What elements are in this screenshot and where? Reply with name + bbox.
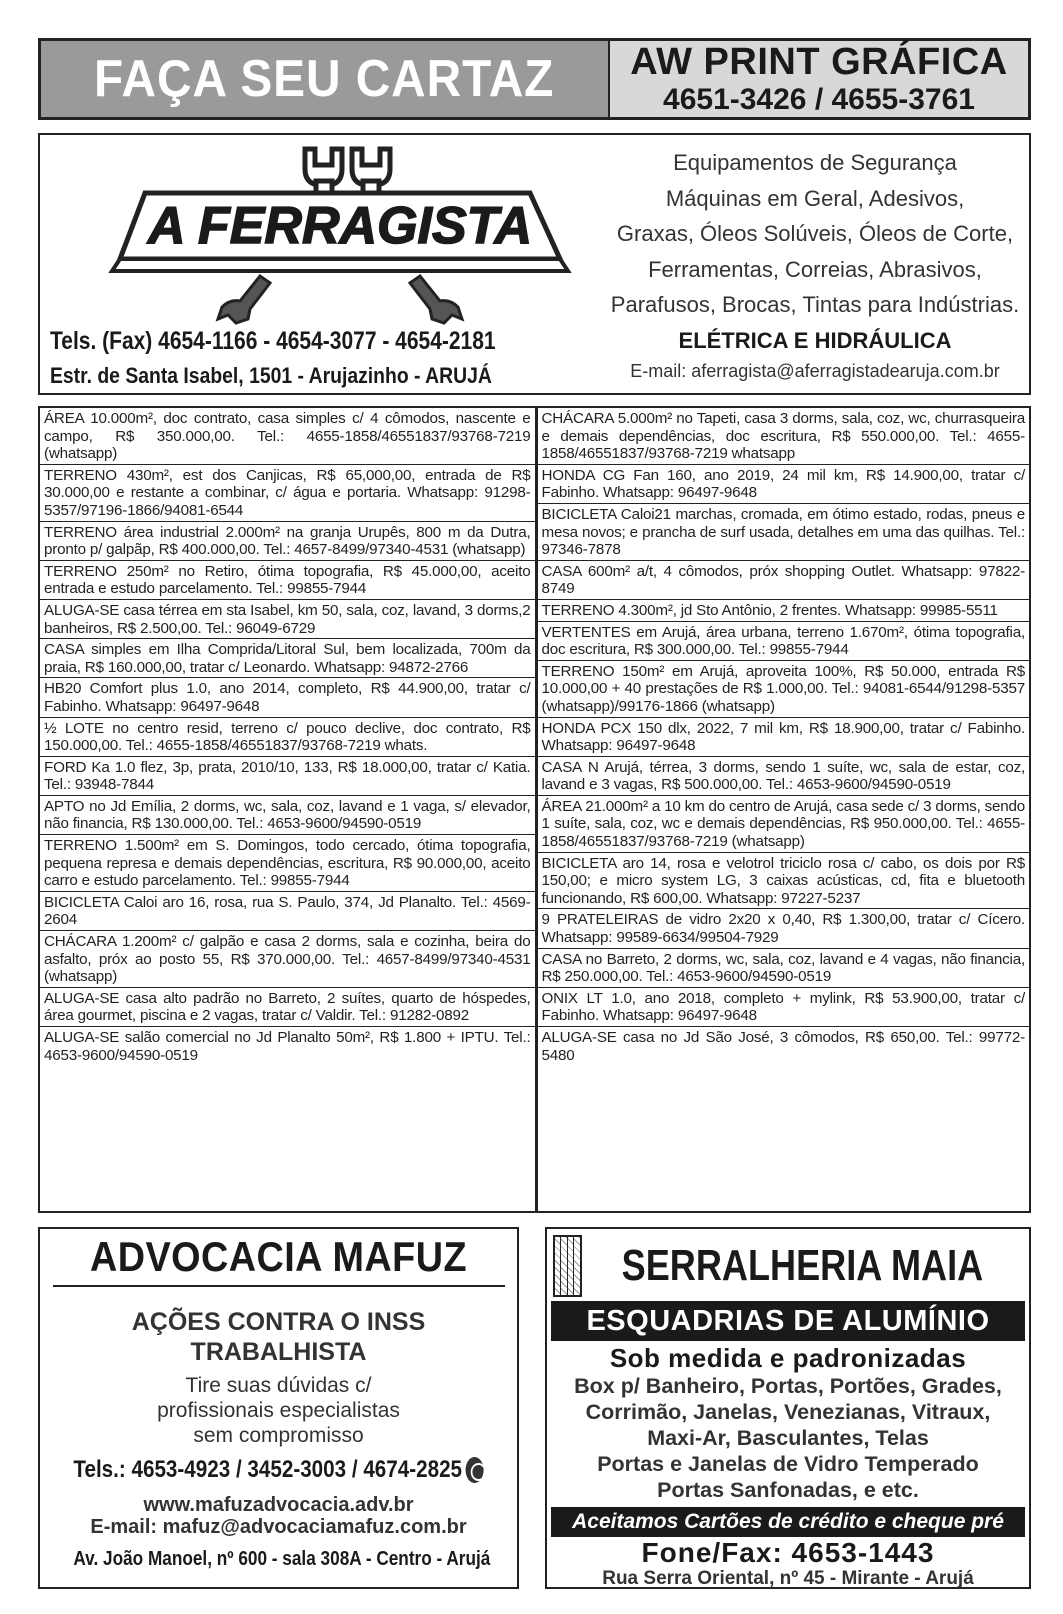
advocacia-txt3: sem compromisso <box>193 1424 364 1447</box>
advocacia-website: www.mafuzadvocacia.adv.br <box>143 1494 414 1516</box>
product-line: Equipamentos de Segurança <box>673 150 957 175</box>
classified-ad: APTO no Jd Emília, 2 dorms, wc, sala, coz, lavand e 1 vaga, s/ elevador, não financia, R$ 130.000,00. Tel.: 4653-9600/94590-0519 <box>40 796 535 835</box>
wrench-bottom-icon <box>218 276 462 323</box>
advocacia-email: E-mail: mafuz@advocaciamafuz.com.br <box>90 1516 467 1538</box>
serralheria-title: SERRALHERIA MAIA <box>621 1241 984 1290</box>
whatsapp-icon <box>465 1457 483 1483</box>
serralheria-fone: Fone/Fax: 4653-1443 <box>641 1537 935 1568</box>
classified-ad: CASA simples em Ilha Comprida/Litoral Sul, bem localizada, 700m da praia, R$ 160.000,00, tratar c/ Leonardo. Whatsapp: 94872-2766 <box>40 639 535 678</box>
banner-cartaz-text: FAÇA SEU CARTAZ <box>94 50 555 108</box>
advocacia-tels <box>73 1456 483 1484</box>
product-highlight: ELÉTRICA E HIDRÁULICA <box>678 327 952 353</box>
banner-awprint <box>608 41 1028 117</box>
classified-ad: 9 PRATELEIRAS de vidro 2x20 x 0,40, R$ 1.300,00, tratar c/ Cícero. Whatsapp: 99589-6634/99504-7929 <box>538 909 1030 948</box>
serralheria-ad <box>545 1227 1031 1589</box>
product-line: Parafusos, Brocas, Tintas para Indústrias. <box>610 292 1020 317</box>
classified-ad: TERRENO 1.500m² em S. Domingos, todo cercado, ótima topografia, pequena represa e demais dependências, escritura, R$ 90.000,00, aceito carro e estudo parcelamento. Tel.: 99855-7944 <box>40 835 535 892</box>
product-line: Ferramentas, Correias, Abrasivos, <box>648 256 982 282</box>
awprint-phones: 4651-3426 / 4655-3761 <box>663 82 975 116</box>
classified-ad: ONIX LT 1.0, ano 2018, completo + mylink, R$ 53.900,00, tratar c/ Fabinho. Whatsapp: 96497-9648 <box>538 988 1030 1027</box>
advocacia-tels-text: Tels.: 4653-4923 / 3452-3003 / 4674-2825 <box>73 1456 463 1483</box>
classified-ad: ÁREA 21.000m² a 10 km do centro de Arujá, casa sede c/ 3 dorms, sendo 1 suíte, sala, coz, wc e demais dependências, R$ 950.000,00. Tel.: 4655-1858/46551837/93768-7219 (whatsapp) <box>538 796 1030 853</box>
classified-ad: HONDA PCX 150 dlx, 2022, 7 mil km, R$ 18.900,00, tratar c/ Fabinho. Whatsapp: 96497-9648 <box>538 718 1030 757</box>
classifieds-grid <box>38 406 1031 1213</box>
classifieds-left-column <box>40 408 535 1211</box>
classifieds-right-column <box>535 408 1030 1211</box>
classified-ad: CASA N Arujá, térrea, 3 dorms, sendo 1 suíte, wc, sala de estar, coz, lavand e 3 vagas, R$ 500.000,00. Tel.: 4653-9600/94590-0519 <box>538 757 1030 796</box>
serralheria-line: Portas Sanfonadas, e etc. <box>657 1478 919 1502</box>
ferragista-logo-text: A FERRAGISTA <box>147 197 533 255</box>
classified-ad: HONDA CG Fan 160, ano 2019, 24 mil km, R$ 14.900,00, tratar c/ Fabinho. Whatsapp: 96497-9648 <box>538 465 1030 504</box>
top-banner <box>38 38 1031 120</box>
serralheria-line: Box p/ Banheiro, Portas, Portões, Grades, <box>574 1374 1002 1398</box>
classified-ad: TERRENO 150m² em Arujá, aproveita 100%, R$ 50.000, entrada R$ 10.000,00 + 40 prestações de R$ 1.000,00. Tel.: 94081-6544/91298-5357 (whatsapp)/99176-1866 (whatsapp) <box>538 661 1030 718</box>
serralheria-band: ESQUADRIAS DE ALUMÍNIO <box>551 1301 1025 1341</box>
serralheria-cards: Aceitamos Cartões de crédito e cheque pré <box>551 1507 1025 1537</box>
serralheria-line: Portas e Janelas de Vidro Temperado <box>597 1452 979 1476</box>
serralheria-header <box>547 1229 1029 1299</box>
advocacia-ad <box>38 1227 519 1589</box>
advocacia-txt2: profissionais especialistas <box>157 1399 400 1422</box>
advocacia-title: ADVOCACIA MAFUZ <box>89 1233 468 1280</box>
ferragista-products <box>600 145 1030 358</box>
classified-ad: TERRENO 250m² no Retiro, ótima topografia, R$ 45.000,00, aceito entrada e estudo parcelamento. Tel.: 99855-7944 <box>40 561 535 600</box>
classified-ad: ALUGA-SE casa alto padrão no Barreto, 2 suítes, quarto de hóspedes, área gourmet, piscina e 2 vagas, tratar c/ Valdir. Tel.: 91282-0892 <box>40 988 535 1027</box>
serralheria-address: Rua Serra Oriental, nº 45 - Mirante - Arujá <box>602 1568 974 1589</box>
ferragista-tels: Tels. (Fax) 4654-1166 - 4654-3077 - 4654-2181 <box>50 327 496 355</box>
ferragista-ad <box>38 133 1031 395</box>
window-icon <box>553 1235 582 1297</box>
advocacia-sub2: TRABALHISTA <box>190 1338 367 1366</box>
classified-ad: BICICLETA aro 14, rosa e velotrol triciclo rosa c/ cabo, os dois por R$ 150,00; e micro system LG, 3 caixas acústicas, cd, fita e bluetooth funcionando, R$ 600,00. Whatsapp: 97227-5237 <box>538 853 1030 910</box>
classified-ad: VERTENTES em Arujá, área urbana, terreno 1.670m², ótima topografia, doc escritura, R$ 300.000,00. Tel.: 99855-7944 <box>538 622 1030 661</box>
product-line: Graxas, Óleos Solúveis, Óleos de Corte, <box>616 221 1014 246</box>
classified-ad: CHÁCARA 1.200m² c/ galpão e casa 2 dorms, sala e cozinha, beira do asfalto, próx ao posto 55, R$ 370.000,00. Tel.: 4657-8499/97340-4531 (whatsapp) <box>40 931 535 988</box>
banner-cartaz <box>41 41 608 117</box>
classified-ad: HB20 Comfort plus 1.0, ano 2014, completo, R$ 44.900,00, tratar c/ Fabinho. Whatsapp: 96497-9648 <box>40 678 535 717</box>
classified-ad: FORD Ka 1.0 flez, 3p, prata, 2010/10, 133, R$ 18.000,00, tratar c/ Katia. Tel.: 93948-7844 <box>40 757 535 796</box>
serralheria-line: Corrimão, Janelas, Venezianas, Vitraux, <box>585 1400 991 1424</box>
classified-ad: ALUGA-SE casa no Jd São José, 3 cômodos, R$ 650,00. Tel.: 99772-5480 <box>541 1029 1025 1064</box>
serralheria-line: Maxi-Ar, Basculantes, Telas <box>647 1426 929 1450</box>
classified-ad: TERRENO área industrial 2.000m² na granja Urupês, 800 m da Dutra, pronto p/ galpãp, R$ 400.000,00. Tel.: 4657-8499/97340-4531 (whatsapp) <box>40 522 535 561</box>
classified-ad: BICICLETA Caloi21 marchas, cromada, em ótimo estado, rodas, pneus e mesa novos; e prancha de surf usada, detalhes em uma das quilhas. Tel.: 97346-7878 <box>538 504 1030 561</box>
advocacia-address: Av. João Manoel, nº 600 - sala 308A - Centro - Arujá <box>73 1548 491 1570</box>
classified-ad: BICICLETA Caloi aro 16, rosa, rua S. Paulo, 374, Jd Planalto. Tel.: 4569-2604 <box>40 892 535 931</box>
advocacia-sub1: AÇÕES CONTRA O INSS <box>131 1308 426 1336</box>
product-line: Máquinas em Geral, Adesivos, <box>665 185 965 211</box>
classified-ad: CHÁCARA 5.000m² no Tapeti, casa 3 dorms, sala, coz, wc, churrasqueira e demais dependências, doc escritura, R$ 550.000,00. Tel.: 4655-1858/46551837/93768-7219 whatsapp <box>538 408 1030 465</box>
ferragista-email: E-mail: aferragista@aferragistadearuja.com.br <box>630 361 1000 381</box>
classified-ad: ALUGA-SE salão comercial no Jd Planalto 50m², R$ 1.800 + IPTU. Tel.: 4653-9600/94590-0519 <box>44 1029 531 1064</box>
classified-ad: TERRENO 4.300m², jd Sto Antônio, 2 frentes. Whatsapp: 99985-5511 <box>538 600 1030 622</box>
awprint-title: AW PRINT GRÁFICA <box>630 40 1008 83</box>
ferragista-logo <box>90 141 590 326</box>
classified-ad: ½ LOTE no centro resid, terreno c/ pouco declive, doc contrato, R$ 150.000,00. Tel.: 4655-1858/46551837/93768-7219 whats. <box>40 718 535 757</box>
ferragista-address: Estr. de Santa Isabel, 1501 - Arujazinho - ARUJÁ <box>50 363 492 388</box>
classified-ad: CASA 600m² a/t, 4 cômodos, próx shopping Outlet. Whatsapp: 97822-8749 <box>538 561 1030 600</box>
classified-ad: ÁREA 10.000m², doc contrato, casa simples c/ 4 cômodos, nascente e campo, R$ 350.000,00. Tel.: 4655-1858/46551837/93768-7219 (whatsapp) <box>40 408 535 465</box>
classified-ad: CASA no Barreto, 2 dorms, wc, sala, coz, lavand e 4 vagas, não financia, R$ 250.000,00. Tel.: 4653-9600/94590-0519 <box>538 949 1030 988</box>
advocacia-txt1: Tire suas dúvidas c/ <box>185 1374 372 1397</box>
classified-ad: TERRENO 430m², est dos Canjicas, R$ 65,000,00, entrada de R$ 30.000,00 e restante a combinar, c/ água e portaria. Whatsapp: 91298-5357/97196-1866/94081-6544 <box>40 465 535 522</box>
serralheria-sub: Sob medida e padronizadas <box>609 1343 967 1373</box>
classified-ad: ALUGA-SE casa térrea em sta Isabel, km 50, sala, coz, lavand, 3 dorms,2 banheiros, R$ 2.500,00. Tel.: 96049-6729 <box>40 600 535 639</box>
